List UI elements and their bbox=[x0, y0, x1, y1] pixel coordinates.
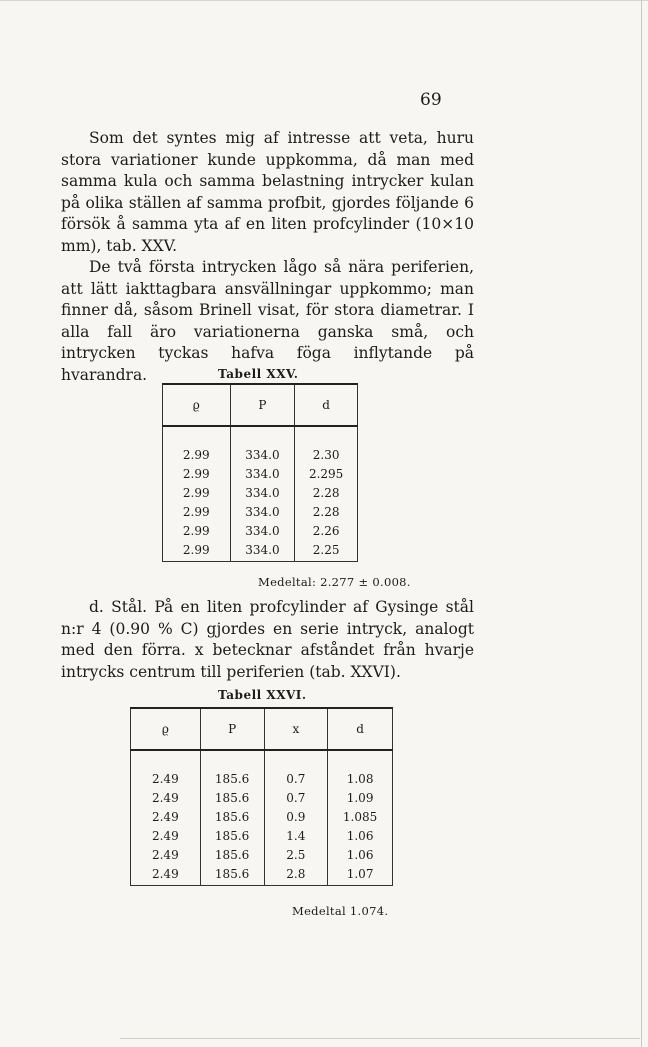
table-xxv-mean: Medeltal: 2.277 ± 0.008. bbox=[258, 575, 411, 589]
header-p: P bbox=[230, 384, 295, 426]
cell-x: 2.8 bbox=[264, 864, 328, 886]
paragraph-2-text: De två första intrycken lågo så nära periferien, att lätt iakttagbara ansvällningar uppkommo; man finner då, såsom Brinell visat, för stora diametrar. I alla fall äro variationerna ganska små, och intrycken tyckas hafva föga inflytande på hvarandra. bbox=[61, 258, 474, 384]
cell-p: 334.0 bbox=[230, 502, 295, 521]
cell-d: 1.06 bbox=[328, 826, 393, 845]
cell-rho: 2.49 bbox=[131, 826, 201, 845]
table-header-row bbox=[131, 708, 393, 750]
cell-d: 1.085 bbox=[328, 807, 393, 826]
table-xxv bbox=[162, 383, 358, 562]
cell-p: 185.6 bbox=[200, 750, 264, 788]
table-row bbox=[163, 483, 358, 502]
cell-d: 1.09 bbox=[328, 788, 393, 807]
cell-x: 2.5 bbox=[264, 845, 328, 864]
cell-rho: 2.49 bbox=[131, 845, 201, 864]
cell-rho: 2.49 bbox=[131, 788, 201, 807]
cell-x: 0.9 bbox=[264, 807, 328, 826]
table-row bbox=[131, 750, 393, 788]
paragraph-1 bbox=[61, 128, 474, 258]
table-row bbox=[131, 864, 393, 886]
cell-x: 0.7 bbox=[264, 788, 328, 807]
cell-d: 2.28 bbox=[295, 483, 358, 502]
table-row bbox=[131, 807, 393, 826]
cell-rho: 2.99 bbox=[163, 521, 231, 540]
paragraph-3 bbox=[61, 597, 474, 683]
header-p: P bbox=[200, 708, 264, 750]
table-xxvi-mean: Medeltal 1.074. bbox=[292, 904, 389, 918]
cell-d: 2.30 bbox=[295, 426, 358, 464]
cell-d: 2.26 bbox=[295, 521, 358, 540]
table-xxvi-title: Tabell XXVI. bbox=[218, 688, 307, 702]
cell-rho: 2.99 bbox=[163, 540, 231, 562]
cell-rho: 2.99 bbox=[163, 502, 231, 521]
page-number: 69 bbox=[420, 90, 442, 110]
header-x: x bbox=[264, 708, 328, 750]
cell-d: 2.295 bbox=[295, 464, 358, 483]
cell-p: 334.0 bbox=[230, 426, 295, 464]
cell-p: 334.0 bbox=[230, 464, 295, 483]
header-rho: ϱ bbox=[131, 708, 201, 750]
page-edge-top bbox=[0, 0, 648, 1]
paragraph-1-text: Som det syntes mig af intresse att veta, huru stora variationer kunde uppkomma, då man med samma kula och samma belastning intrycker kulan på olika ställen af samma profbit, gjordes följande 6 försök å samma yta af en liten profcylinder (10×10 mm), tab. XXV. bbox=[61, 129, 474, 255]
table-row bbox=[163, 426, 358, 464]
cell-p: 185.6 bbox=[200, 845, 264, 864]
cell-rho: 2.49 bbox=[131, 807, 201, 826]
cell-d: 1.06 bbox=[328, 845, 393, 864]
table-xxvi bbox=[130, 707, 393, 886]
cell-p: 185.6 bbox=[200, 864, 264, 886]
table-row bbox=[163, 540, 358, 562]
header-d: d bbox=[295, 384, 358, 426]
cell-x: 1.4 bbox=[264, 826, 328, 845]
cell-p: 185.6 bbox=[200, 807, 264, 826]
cell-p: 334.0 bbox=[230, 521, 295, 540]
table-header-row bbox=[163, 384, 358, 426]
page-edge-bottom bbox=[120, 1038, 640, 1039]
cell-rho: 2.99 bbox=[163, 464, 231, 483]
cell-p: 185.6 bbox=[200, 826, 264, 845]
table-row bbox=[163, 502, 358, 521]
cell-d: 2.28 bbox=[295, 502, 358, 521]
page-edge-right bbox=[641, 0, 642, 1047]
header-d: d bbox=[328, 708, 393, 750]
paragraph-3-text: d. Stål. På en liten profcylinder af Gysinge stål n:r 4 (0.90 % C) gjordes en serie intryck, analogt med den förra. x betecknar afståndet från hvarje intrycks centrum till periferien (tab. XXVI). bbox=[61, 598, 474, 681]
cell-rho: 2.49 bbox=[131, 864, 201, 886]
cell-rho: 2.99 bbox=[163, 426, 231, 464]
cell-d: 1.07 bbox=[328, 864, 393, 886]
header-rho: ϱ bbox=[163, 384, 231, 426]
table-row bbox=[163, 521, 358, 540]
cell-d: 1.08 bbox=[328, 750, 393, 788]
cell-d: 2.25 bbox=[295, 540, 358, 562]
cell-rho: 2.99 bbox=[163, 483, 231, 502]
cell-p: 185.6 bbox=[200, 788, 264, 807]
table-row bbox=[131, 845, 393, 864]
cell-rho: 2.49 bbox=[131, 750, 201, 788]
table-xxv-title: Tabell XXV. bbox=[218, 367, 299, 381]
table-row bbox=[163, 464, 358, 483]
cell-p: 334.0 bbox=[230, 483, 295, 502]
cell-p: 334.0 bbox=[230, 540, 295, 562]
cell-x: 0.7 bbox=[264, 750, 328, 788]
table-row bbox=[131, 788, 393, 807]
table-row bbox=[131, 826, 393, 845]
